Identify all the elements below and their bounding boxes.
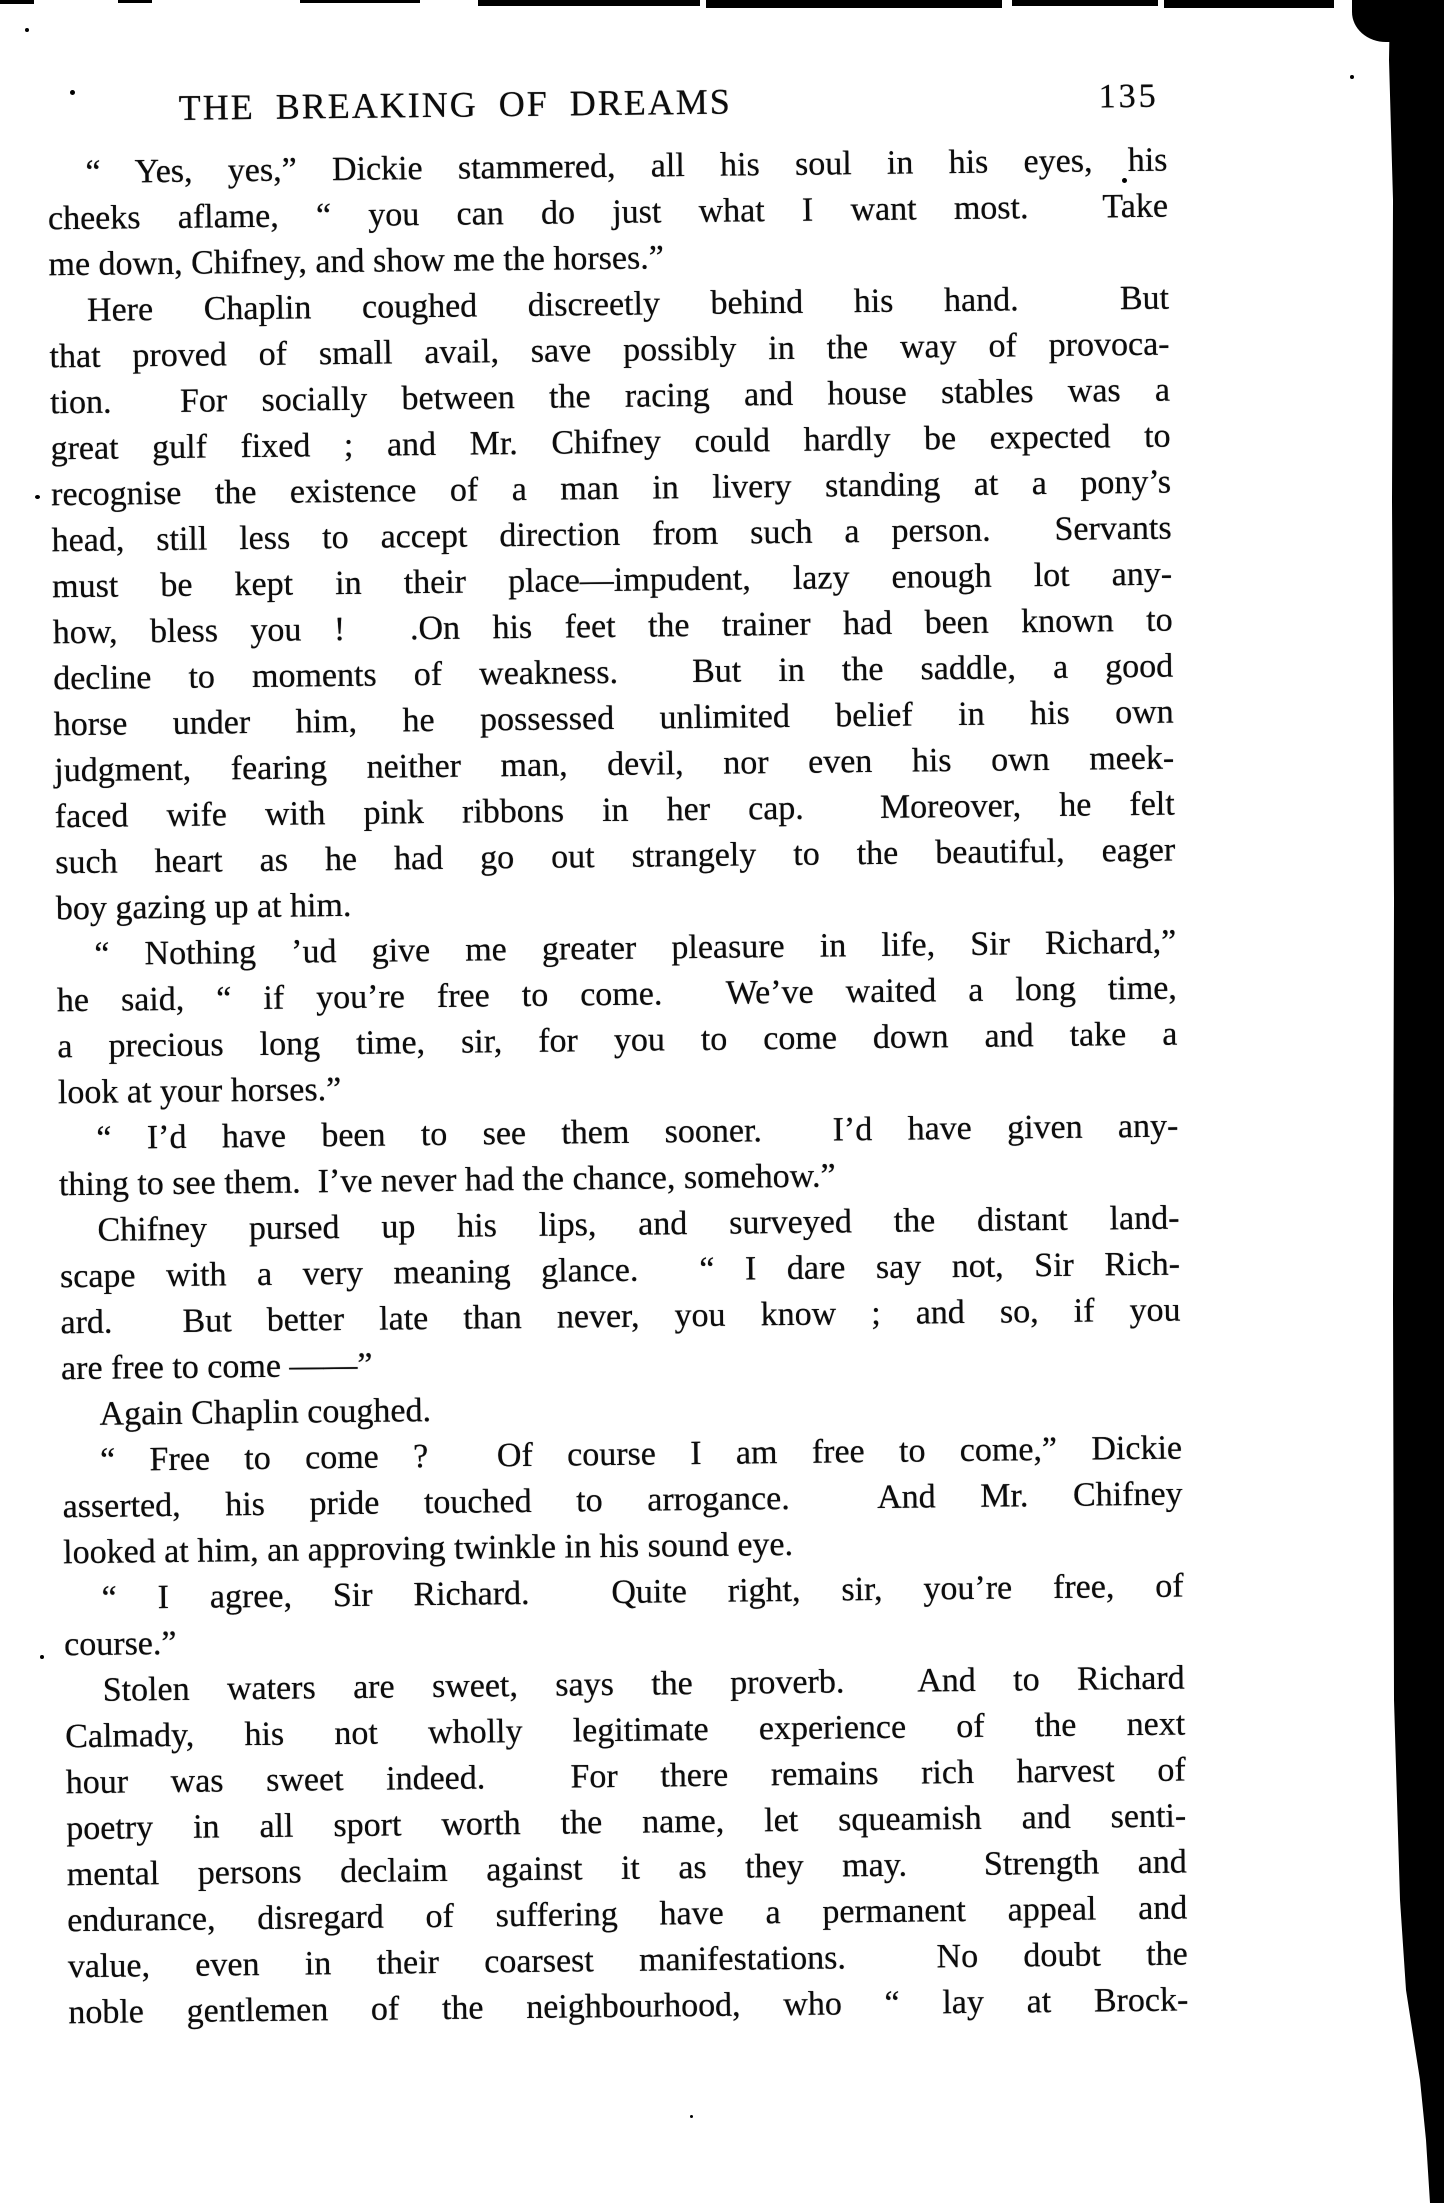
text-line: recognise the existence of a man in livery standing at a pony’s [50,463,1172,514]
text-line: a precious long time, sir, for you to come down and take a [57,1015,1178,1066]
text-line: Here Chaplin coughed discreetly behind his hand. But [86,279,1170,329]
text-line: head, still less to accept direction from such a person. Servants [51,509,1172,560]
text-line: looked at him, an approving twinkle in his sound eye. [62,1525,794,1572]
text-line: asserted, his pride touched to arrogance. And Mr. Chifney [62,1475,1183,1526]
text-line: mental persons declaim against it as they may. Strength and [66,1843,1187,1894]
text-line: great gulf fixed ; and Mr. Chifney could hardly be expected to [50,417,1171,468]
text-line: me down, Chifney, and show me the horses.” [48,239,665,284]
text-line: Chifney pursed up his lips, and surveyed the distant land- [97,1199,1180,1249]
text-line: judgment, fearing neither man, devil, nor even his own meek- [54,739,1175,790]
chapter-title: THE BREAKING OF DREAMS [178,81,732,128]
text-line: Again Chaplin coughed. [99,1392,432,1433]
text-line: “ Nothing ’ud give me greater pleasure in life, Sir Richard,” [94,923,1177,973]
text-line: ard. But better late than never, you know ; and so, if you [60,1291,1181,1342]
text-line: how, bless you ! .On his feet the trainer had been known to [52,601,1173,652]
text-line: Calmady, his not wholly legitimate experience of the next [65,1705,1186,1756]
text-line: scape with a very meaning glance. “ I dare say not, Sir Rich- [59,1245,1181,1296]
text-line: Stolen waters are sweet, says the proverb. And to Richard [102,1659,1185,1709]
text-line: boy gazing up at him. [55,886,352,928]
text-line: value, even in their coarsest manifestations. No doubt the [67,1935,1188,1986]
text-line: hour was sweet indeed. For there remains rich harvest of [65,1751,1186,1802]
text-line: horse under him, he possessed unlimited belief in his own [53,693,1174,744]
text-block [47,138,1188,2037]
text-line: “ Free to come ? Of course I am free to come,” Dickie [99,1429,1183,1479]
text-line: thing to see them. I’ve never had the chance, somehow.” [58,1157,836,1204]
text-line: tion. For socially between the racing and house stables was a [49,371,1171,422]
text-line: decline to moments of weakness. But in the saddle, a good [53,647,1174,698]
text-line: are free to come ——” [60,1346,373,1388]
text-line: “ I’d have been to see them sooner. I’d have given any- [96,1107,1179,1157]
text-line: look at your horses.” [57,1071,342,1112]
text-line: that proved of small avail, save possibly in the way of provoca- [49,325,1170,376]
text-line: “ Yes, yes,” Dickie stammered, all his soul in his eyes, his [85,141,1168,191]
page-number: 135 [1098,77,1159,116]
text-line: cheeks aflame, “ you can do just what I want most. Take [47,187,1169,238]
text-line: poetry in all sport worth the name, let squeamish and senti- [66,1797,1187,1848]
text-line: endurance, disregard of suffering have a permanent appeal and [67,1889,1188,1940]
text-line: course.” [63,1624,177,1664]
text-line: he said, “ if you’re free to come. We’ve waited a long time, [56,969,1178,1020]
text-line: “ I agree, Sir Richard. Quite right, sir, you’re free, of [101,1567,1184,1617]
text-line: such heart as he had go out strangely to the beautiful, eager [55,831,1176,882]
text-line: faced wife with pink ribbons in her cap. Moreover, he felt [54,785,1175,836]
text-line: noble gentlemen of the neighbourhood, who “ lay at Brock- [68,1981,1189,2032]
running-header [47,76,1168,149]
text-line: must be kept in their place—impudent, lazy enough lot any- [51,555,1173,606]
